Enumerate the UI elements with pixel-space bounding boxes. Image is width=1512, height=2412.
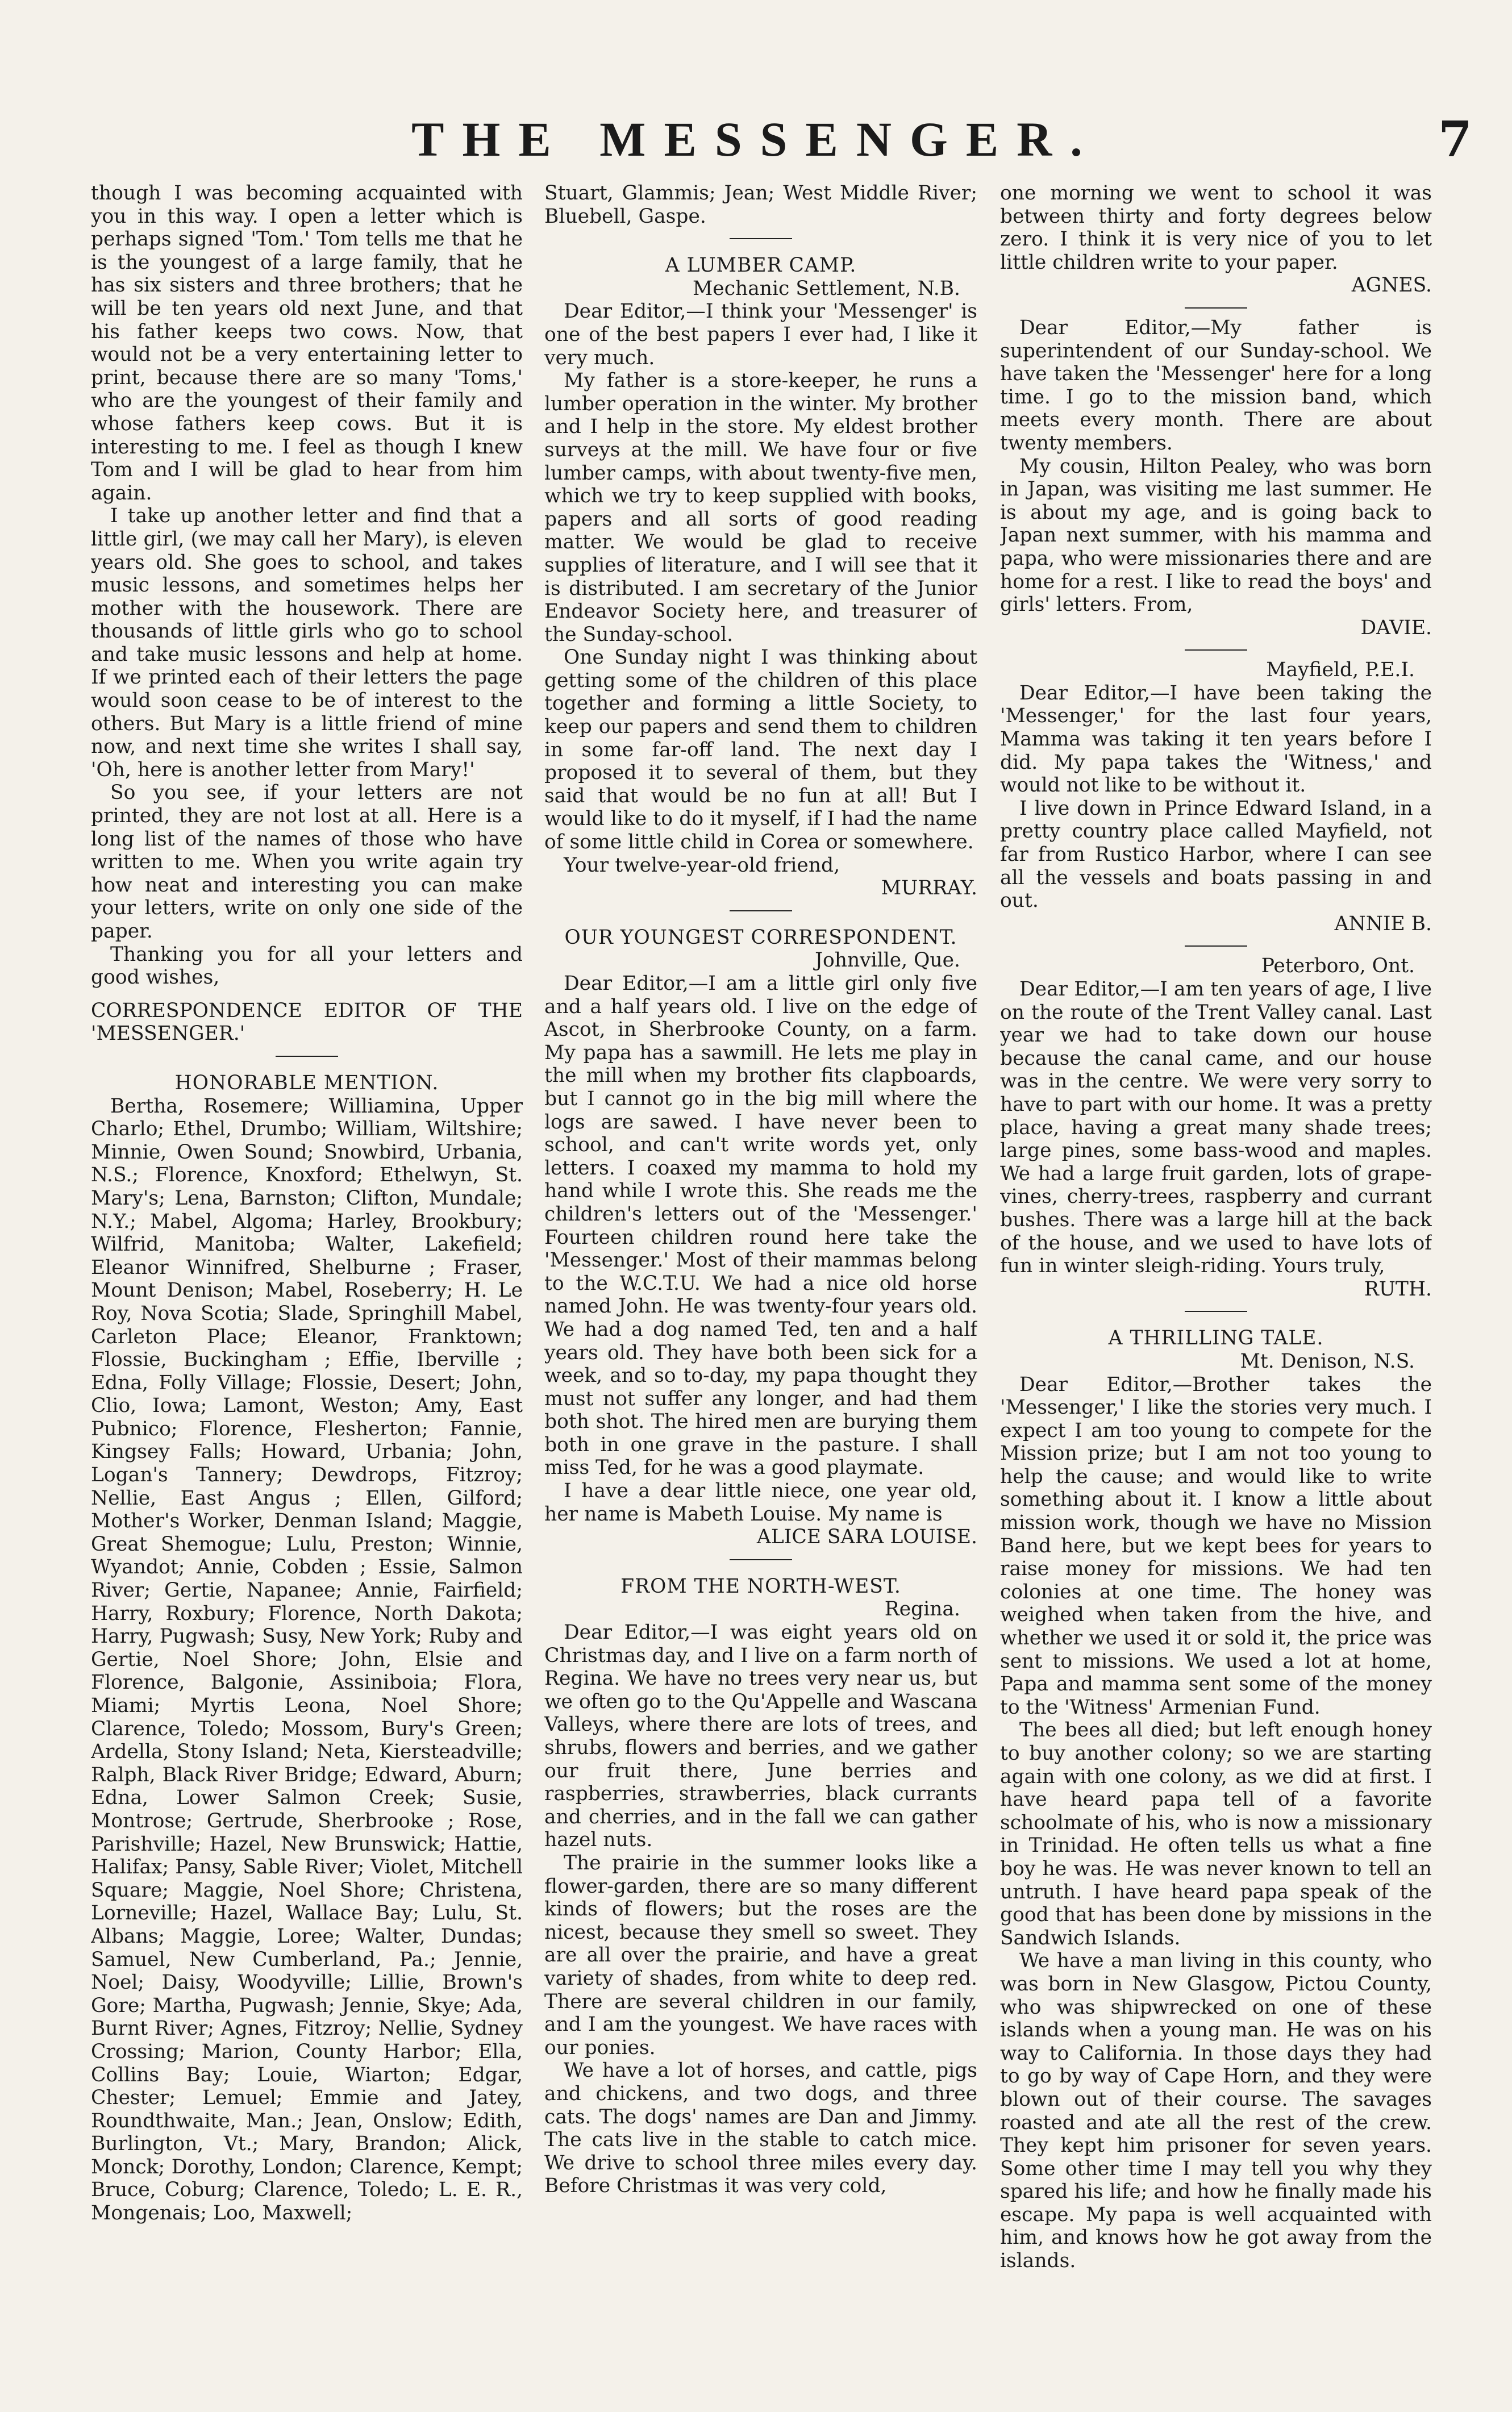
section-heading: HONORABLE MENTION. xyxy=(174,1071,439,1094)
section-divider xyxy=(276,1056,338,1057)
letter-place: Mayfield, P.E.I. xyxy=(1266,659,1415,682)
paragraph: We have a lot of horses, and cattle, pigs and chickens, and two dogs, and three cats. The dogs' names are Dan and Jimmy. The cats live in the stable to catch mice. We drive to school three miles every day. Before Christmas it was very cold, xyxy=(544,2059,977,2198)
paragraph: Dear Editor,—Brother takes the 'Messenger,' I like the stories very much. I expect I am too young to compete for the Mission prize; but I am not too young to help the cause; and would like to write something about it. I know a little about mission work, though we have no Mission Band here, but we kept bees for years to raise money for missions. We had ten colonies at one time. The honey was weighed when taken from the hive, and whether we used it or sold it, the price was sent to missions. We used a lot at home, Papa and mamma sent some of the money to the 'Witness' Armenian Fund. xyxy=(1000,1373,1432,1719)
letter-place: Johnville, Que. xyxy=(815,949,960,972)
paragraph: My father is a store-keeper, he runs a lumber operation in the winter. My brother and I help in the store. My eldest brother surveys at the mill. We have four or five lumber camps, with about twenty-five men, which we try to keep supplied with books, papers and all sorts of good reading matter. We would be glad to receive supplies of literature, and I will see that it is distributed. I am secretary of the Junior Endeavor Society here, and treasurer of the Sunday-school. xyxy=(544,369,977,646)
paragraph: I live down in Prince Edward Island, in a pretty country place called Mayfield, not far from Rustico Harbor, where I can see all the vessels and boats passing in and out. xyxy=(1000,797,1432,913)
paragraph: My cousin, Hilton Pealey, who was born in Japan, was visiting me last summer. He is about my age, and is going back to Japan next summer, with his mamma and papa, who were missionaries there and are home for a rest. I like to read the boys' and girls' letters. From, xyxy=(1000,455,1432,616)
letter-place: Mechanic Settlement, N.B. xyxy=(692,277,960,300)
paragraph: though I was becoming acquainted with you in this way. I open a letter which is perhaps signed 'Tom.' Tom tells me that he is the youngest of a large family, that he has six sisters and three brothers; that he will be ten years old next June, and that his father keeps two cows. Now, that would not be a very entertaining letter to print, because there are so many 'Toms,' who are the youngest of their family and whose fathers keep cows. But it is interesting to me. I feel as though I knew Tom and I will be glad to hear from him again. xyxy=(91,182,523,505)
newspaper-title: THE MESSENGER. xyxy=(411,112,1101,166)
letter-place: Peterboro, Ont. xyxy=(1261,955,1415,978)
paragraph: one morning we went to school it was between thirty and forty degrees below zero. I think it is very nice of you to let little children write to your paper. xyxy=(1000,182,1432,274)
honorable-mention-continued: Stuart, Glammis; Jean; West Middle River; Bluebell, Gaspe. xyxy=(544,182,977,228)
section-divider xyxy=(730,1559,792,1560)
honorable-mention-list: Bertha, Rosemere; Williamina, Upper Charlo; Ethel, Drumbo; William, Wiltshire; Minnie, Owen Sound; Snowbird, Urbania, N.S.; Florence, Knoxford; Ethelwyn, St. Mary's; Lena, Barnston; Clifton, Mundale; N.Y.; Mabel, Algoma; Harley, Brookbury; Wilfrid, Manitoba; Walter, Lakefield; Eleanor Winnifred, Shelburne ; Fraser, Mount Denison; Mabel, Roseberry; H. Le Roy, Nova Scotia; Slade, Springhill Mabel, Carleton Place; Eleanor, Franktown; Flossie, Buckingham ; Effie, Iberville ; Edna, Folly Village; Flossie, Desert; John, Clio, Iowa; Lamont, Weston; Amy, East Pubnico; Florence, Flesherton; Fannie, Kingsey Falls; Howard, Urbania; John, Logan's Tannery; Dewdrops, Fitzroy; Nellie, East Angus ; Ellen, Gilford; Mother's Worker, Denman Island; Maggie, Great Shemogue; Lulu, Preston; Winnie, Wyandot; Annie, Cobden ; Essie, Salmon River; Gertie, Napanee; Annie, Fairfield; Harry, Roxbury; Florence, North Dakota; Harry, Pugwash; Susy, New York; Ruby and Gertie, Noel Shore; John, Elsie and Florence, Balgonie, Assiniboia; Flora, Miami; Myrtis Leona, Noel Shore; Clarence, Toledo; Mossom, Bury's Green; Ardella, Stony Island; Neta, Kiersteadville; Ralph, Black River Bridge; Edward, Aburn; Edna, Lower Salmon Creek; Susie, Montrose; Gertrude, Sherbrooke ; Rose, Parishville; Hazel, New Brunswick; Hattie, Halifax; Pansy, Sable River; Violet, Mitchell Square; Maggie, Noel Shore; Christena, Lorneville; Hazel, Wallace Bay; Lulu, St. Albans; Maggie, Loree; Walter, Dundas; Samuel, New Cumberland, Pa.; Jennie, Noel; Daisy, Woodyville; Lillie, Brown's Gore; Martha, Pugwash; Jennie, Skye; Ada, Burnt River; Agnes, Fitzroy; Nellie, Sydney Crossing; Marion, County Harbor; Ella, Collins Bay; Louie, Wiarton; Edgar, Chester; Lemuel; Emmie and Jatey, Roundthwaite, Man.; Jean, Onslow; Edith, Burlington, Vt.; Mary, Brandon; Alick, Monck; Dorothy, London; Clarence, Kempt; Bruce, Coburg; Clarence, Toledo; L. E. R., Mongenais; Loo, Maxwell; xyxy=(91,1094,523,2225)
paragraph: So you see, if your letters are not printed, they are not lost at all. Here is a long list of the names of those who have written to me. When you write again try how neat and interesting you can make your letters, write on only one side of the paper. xyxy=(91,781,523,943)
letter-signature: ALICE SARA LOUISE. xyxy=(756,1526,977,1549)
letter-heading: A THRILLING TALE. xyxy=(1108,1327,1324,1350)
paragraph: I take up another letter and find that a little girl, (we may call her Mary), is eleven years old. She goes to school, and takes music lessons, and sometimes helps her mother with the housework. There are thousands of little girls who go to school and take music lessons and help at home. If we printed each of their letters the page would soon cease to be of interest to the others. But Mary is a little friend of mine now, and next time she writes I shall say, 'Oh, here is another letter from Mary!' xyxy=(91,505,523,781)
paragraph: Your twelve-year-old friend, xyxy=(564,853,840,877)
letter-signature: AGNES. xyxy=(1351,274,1432,297)
letter-heading: FROM THE NORTH-WEST. xyxy=(620,1574,901,1598)
paragraph: Dear Editor,—I am ten years of age, I live on the route of the Trent Valley canal. Last year we had to take down our house because the canal came, and our house was in the centre. We were very sorry to have to part with our home. It was a pretty place, having a great many shade trees; large pines, some bass-wood and maples. We had a large fruit garden, lots of grape-vines, cherry-trees, raspberry and currant bushes. There was a large hill at the back of the house, and we used to have lots of fun in winter sleigh-riding. Yours truly, xyxy=(1000,978,1432,1278)
section-divider xyxy=(730,238,792,239)
letter-signature: RUTH. xyxy=(1364,1277,1432,1301)
paragraph: Dear Editor,—I have been taking the 'Messenger,' for the last four years, Mamma was taking it ten years before I did. My papa takes the 'Witness,' and would not like to be without it. xyxy=(1000,681,1432,797)
paragraph: One Sunday night I was thinking about getting some of the children of this place together and forming a little Society, to keep our papers and send them to children in some far-off land. The next day I proposed it to several of them, but they said that would be no fun at all! But I would like to do it myself, if I had the name of some little child in Corea or somewhere. xyxy=(544,646,977,854)
paragraph: Thanking you for all your letters and good wishes, xyxy=(91,943,523,989)
letter-heading: OUR YOUNGEST CORRESPONDENT. xyxy=(564,926,957,949)
paragraph: The bees all died; but left enough honey to buy another colony; so we are starting again with one colony, as we did at first. I have heard papa tell of a favorite schoolmate of his, who is now a missionary in Trinidad. He often tells us what a fine boy he was. He was never known to tell an untruth. I have heard papa speak of the good that has been done by missions in the Sandwich Islands. xyxy=(1000,1719,1432,1949)
section-divider xyxy=(1185,1311,1247,1312)
column-2 xyxy=(544,182,977,2386)
paragraph: Dear Editor,—I was eight years old on Christmas day, and I live on a farm north of Regina. We have no trees very near us, but we often go to the Qu'Appelle and Wascana Valleys, where there are lots of trees, and shrubs, flowers and berries, and we gather our fruit there, June berries and raspberries, strawberries, black currants and cherries, and in the fall we can gather hazel nuts. xyxy=(544,1621,977,1852)
paragraph: I have a dear little niece, one year old, her name is Mabeth Louise. My name is xyxy=(544,1480,977,1526)
masthead xyxy=(0,111,1512,173)
section-divider xyxy=(730,910,792,911)
letter-signature: MURRAY. xyxy=(881,877,977,900)
column-3 xyxy=(1000,182,1432,2386)
paragraph: Dear Editor,—My father is superintendent of our Sunday-school. We have taken the 'Messenger' here for a long time. I go to the mission band, which meets every month. There are about twenty members. xyxy=(1000,316,1432,455)
paragraph: Dear Editor,—I think your 'Messenger' is one of the best papers I ever had, I like it very much. xyxy=(544,300,977,369)
page-number: 7 xyxy=(1438,111,1472,168)
paragraph: We have a man living in this county, who was born in New Glasgow, Pictou County, who was shipwrecked on one of these islands when a young man. He was on his way to California. In those days they had to go by way of Cape Horn, and they were blown out of their course. The savages roasted and ate all the rest of the crew. They kept him prisoner for seven years. Some other time I may tell you why they spared his life; and how he finally made his escape. My papa is well acquainted with him, and knows how he got away from the islands. xyxy=(1000,1949,1432,2273)
section-divider xyxy=(1185,307,1247,309)
paragraph: The prairie in the summer looks like a flower-garden, there are so many different kinds of flowers; but the roses are the nicest, because they smell so sweet. They are all over the prairie, and have a great variety of shades, from white to deep red. There are several children in our family, and I am the youngest. We have races with our ponies. xyxy=(544,1851,977,2059)
section-divider xyxy=(1185,649,1247,651)
paragraph: Dear Editor,—I am a little girl only five and a half years old. I live on the edge of Ascot, in Sherbrooke County, on a farm. My papa has a sawmill. He lets me play in the mill when my brother fits clapboards, but I cannot go in the big mill where the logs are sawed. I have never been to school, and can't write words yet, only letters. I coaxed my mamma to hold my hand while I wrote this. She reads me the children's letters out of the 'Messenger.' Fourteen children round here take the 'Messenger.' Most of their mammas belong to the W.C.T.U. We had a nice old horse named John. He was twenty-four years old. We had a dog named Ted, ten and a half years old. They have both been sick for a week, and so to-day, my papa thought they must not suffer any longer, and had them both shot. The hired men are burying them both in one grave in the pasture. I shall miss Ted, for he was a good playmate. xyxy=(544,972,977,1480)
column-1 xyxy=(91,182,523,2386)
section-divider xyxy=(1185,945,1247,947)
letter-signature: ANNIE B. xyxy=(1334,912,1432,935)
letter-signature: DAVIE. xyxy=(1360,616,1432,639)
letter-heading: A LUMBER CAMP. xyxy=(665,254,857,277)
letter-place: Regina. xyxy=(884,1598,960,1621)
editor-signature: CORRESPONDENCE EDITOR OF THE 'MESSENGER.' xyxy=(91,999,523,1045)
letter-place: Mt. Denison, N.S. xyxy=(1240,1349,1415,1373)
